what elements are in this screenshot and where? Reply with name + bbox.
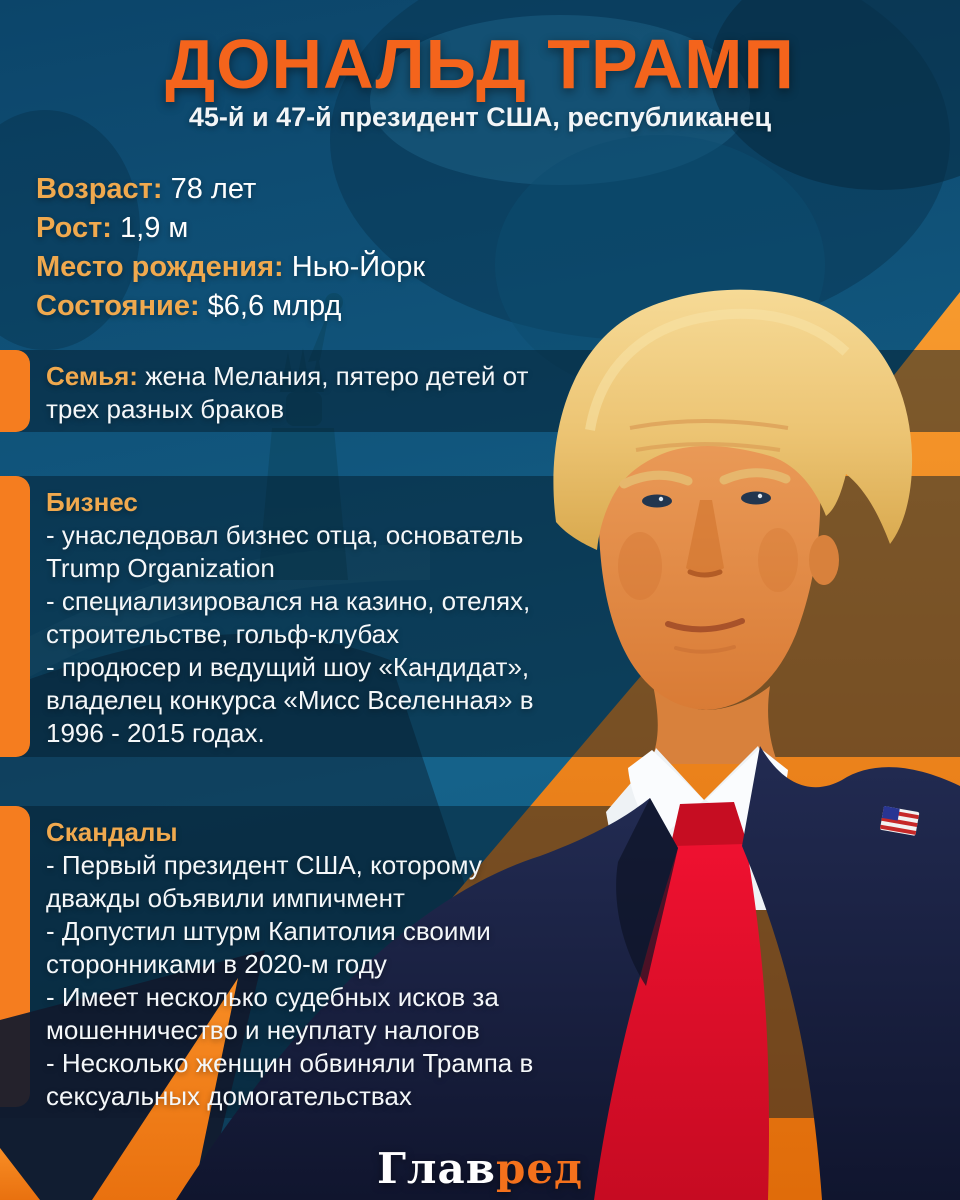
bullet-item: - Имеет несколько судебных исков за мошенничество и неуплату налогов xyxy=(46,982,499,1045)
section-scandals-title: Скандалы xyxy=(46,817,178,847)
stat-row-height xyxy=(36,209,596,248)
stat-row-networth xyxy=(36,287,596,326)
section-business-title: Бизнес xyxy=(46,487,138,517)
section-business xyxy=(0,486,551,750)
portrait-eye-right xyxy=(741,492,771,505)
section-family-title: Семья: xyxy=(46,361,138,391)
portrait-eye-left xyxy=(642,495,672,508)
stat-label: Возраст: xyxy=(36,173,163,205)
bullet-item: - специализировался на казино, отелях, строительстве, гольф-клубах xyxy=(46,586,531,649)
stat-value: 1,9 м xyxy=(120,212,189,244)
section-family xyxy=(0,360,551,426)
page-subtitle: 45-й и 47-й президент США, республиканец xyxy=(188,102,772,132)
stat-row-age xyxy=(36,170,596,209)
bullet-item: - унаследовал бизнес отца, основатель Trump Organization xyxy=(46,520,524,583)
stat-label: Рост: xyxy=(36,212,112,244)
stat-value: $6,6 млрд xyxy=(207,290,342,322)
stat-value: Нью-Йорк xyxy=(291,251,426,283)
bullet-item: - Несколько женщин обвиняли Трампа в сексуальных домогательствах xyxy=(46,1048,534,1111)
stats-list xyxy=(36,170,596,326)
glavred-logo xyxy=(0,1144,960,1193)
stat-row-birthplace xyxy=(36,248,596,287)
portrait-ear xyxy=(809,535,839,585)
section-scandals xyxy=(0,816,551,1113)
logo-part-1: Глав xyxy=(376,1144,496,1193)
stat-value: 78 лет xyxy=(170,173,257,205)
stat-label: Место рождения: xyxy=(36,251,284,283)
section-family-text: жена Мелания, пятеро детей от трех разных браков xyxy=(46,361,529,424)
stat-label: Состояние: xyxy=(36,290,200,322)
logo-part-2: ред xyxy=(495,1144,584,1193)
page-title: ДОНАЛЬД ТРАМП xyxy=(165,25,795,103)
bullet-item: - Допустил штурм Капитолия своими сторонниками в 2020-м году xyxy=(46,916,491,979)
bullet-item: - продюсер и ведущий шоу «Кандидат», владелец конкурса «Мисс Вселенная» в 1996 - 2015 годах. xyxy=(46,652,534,748)
bullet-item: - Первый президент США, которому дважды объявили импичмент xyxy=(46,850,482,913)
